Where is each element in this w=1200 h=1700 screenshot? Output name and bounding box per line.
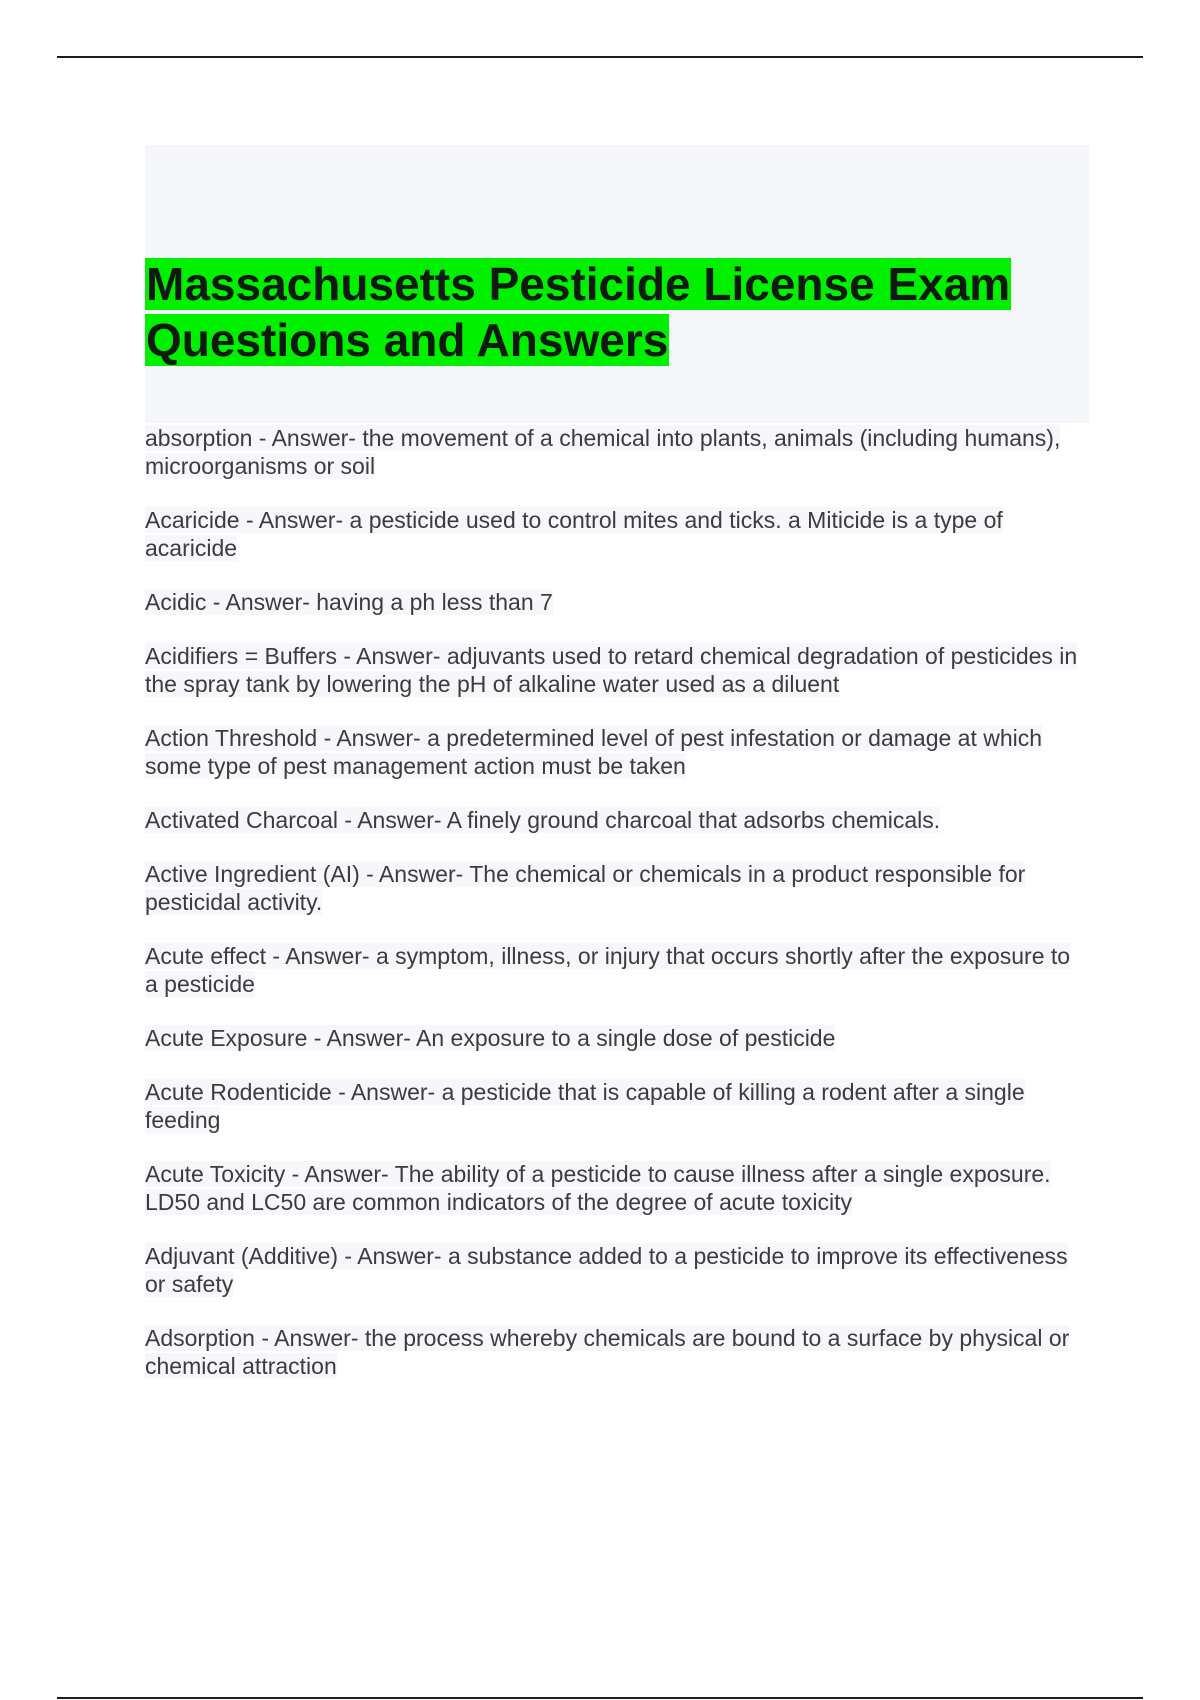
list-item <box>145 860 1085 916</box>
list-item <box>145 588 1085 616</box>
title-highlight: Massachusetts Pesticide License Exam Questions and Answers <box>146 258 1011 366</box>
list-item <box>145 806 1085 834</box>
entry-text: Action Threshold - Answer- a predetermined level of pest infestation or damage at which some type of pest management action must be taken <box>145 725 1043 779</box>
entry-text: Acute Exposure - Answer- An exposure to a single dose of pesticide <box>145 1025 836 1051</box>
list-item <box>145 1024 1085 1052</box>
list-item <box>145 506 1085 562</box>
list-item <box>145 642 1085 698</box>
list-item <box>145 724 1085 780</box>
entry-text: Acute Toxicity - Answer- The ability of a pesticide to cause illness after a single exposure. LD50 and LC50 are common indicators of the degree of acute toxicity <box>145 1161 1051 1215</box>
entry-text: Active Ingredient (AI) - Answer- The chemical or chemicals in a product responsible for pesticidal activity. <box>145 861 1026 915</box>
entry-text: Adsorption - Answer- the process whereby chemicals are bound to a surface by physical or chemical attraction <box>145 1325 1070 1379</box>
entry-list <box>145 424 1085 1406</box>
document-title <box>145 256 1085 368</box>
list-item <box>145 1324 1085 1380</box>
entry-text: Acidifiers = Buffers - Answer- adjuvants used to retard chemical degradation of pesticides in the spray tank by lowering the pH of alkaline water used as a diluent <box>145 643 1078 697</box>
entry-text: absorption - Answer- the movement of a chemical into plants, animals (including humans), microorganisms or soil <box>145 425 1061 479</box>
bottom-rule <box>57 1697 1143 1699</box>
list-item <box>145 942 1085 998</box>
top-rule <box>57 56 1143 58</box>
entry-text: Acaricide - Answer- a pesticide used to control mites and ticks. a Miticide is a type of acaricide <box>145 507 1003 561</box>
list-item <box>145 1242 1085 1298</box>
entry-text: Activated Charcoal - Answer- A finely ground charcoal that adsorbs chemicals. <box>145 807 941 833</box>
list-item <box>145 1160 1085 1216</box>
list-item <box>145 1078 1085 1134</box>
entry-text: Acidic - Answer- having a ph less than 7 <box>145 589 553 615</box>
entry-text: Acute effect - Answer- a symptom, illness, or injury that occurs shortly after the exposure to a pesticide <box>145 943 1071 997</box>
list-item <box>145 424 1085 480</box>
entry-text: Adjuvant (Additive) - Answer- a substance added to a pesticide to improve its effectiveness or safety <box>145 1243 1068 1297</box>
entry-text: Acute Rodenticide - Answer- a pesticide that is capable of killing a rodent after a single feeding <box>145 1079 1025 1133</box>
